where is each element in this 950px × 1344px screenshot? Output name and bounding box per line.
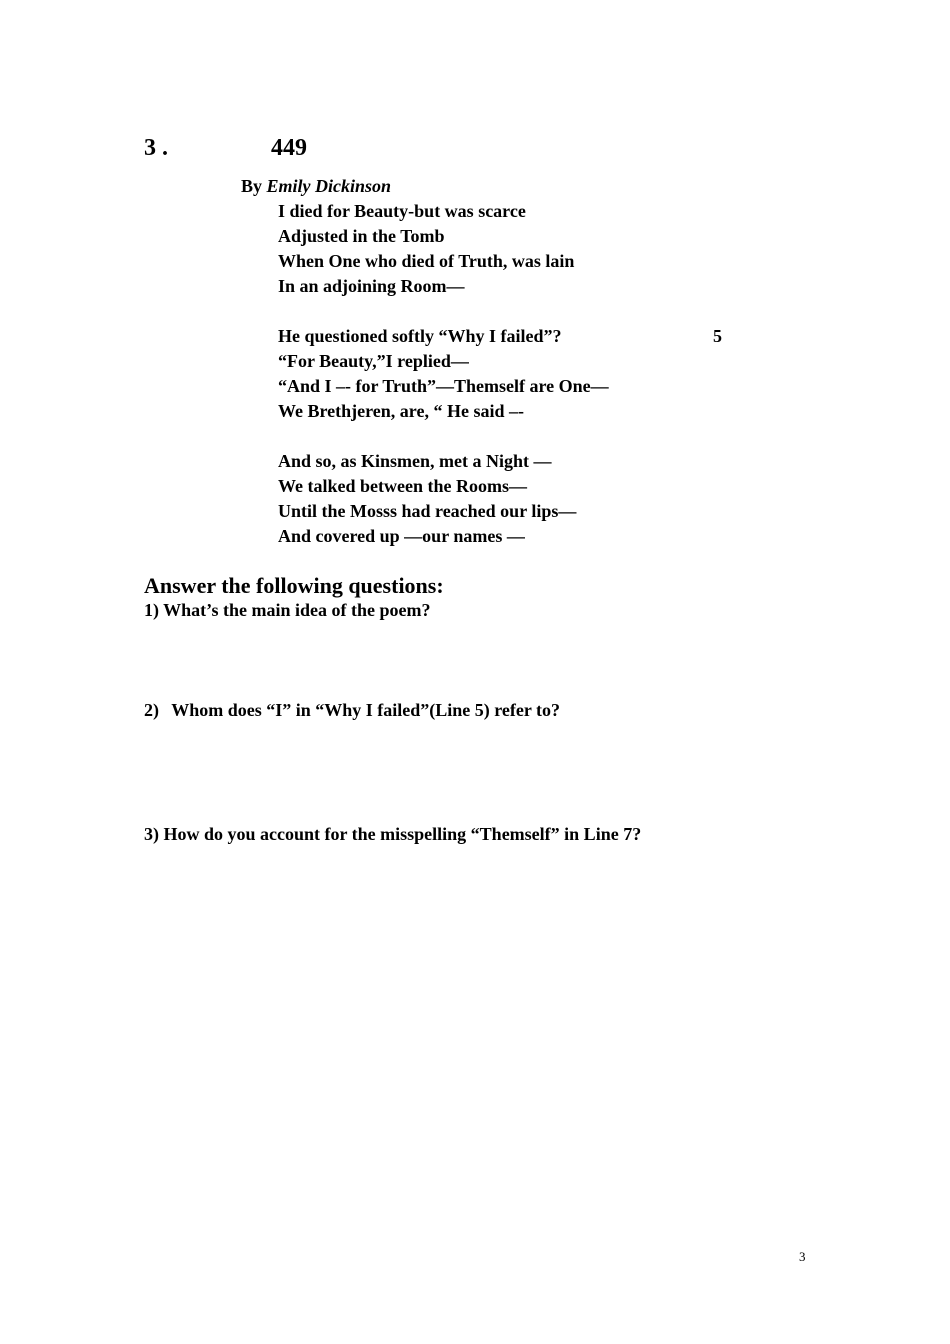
poem-line: And so, as Kinsmen, met a Night — [278, 451, 552, 471]
poem-line: We talked between the Rooms— [278, 476, 527, 496]
author-name: Emily Dickinson [266, 176, 392, 196]
question-2 [144, 700, 560, 721]
poem-title: 449 [271, 135, 307, 161]
line-number-marker: 5 [713, 326, 722, 346]
poem-line: I died for Beauty-but was scarce [278, 201, 526, 221]
poem-line: When One who died of Truth, was lain [278, 251, 575, 271]
poem-line: He questioned softly “Why I failed”? [278, 326, 562, 346]
poem-line: In an adjoining Room— [278, 276, 465, 296]
item-number: 3 . [144, 135, 168, 161]
poem-line: We Brethjeren, are, “ He said –- [278, 401, 524, 421]
question-2-number: 2) [144, 700, 159, 720]
page-number: 3 [799, 1249, 806, 1264]
question-1: 1) What’s the main idea of the poem? [144, 600, 431, 620]
question-3: 3) How do you account for the misspelling “Themself” in Line 7? [144, 824, 642, 844]
poem-line: Until the Mosss had reached our lips— [278, 501, 577, 521]
byline [241, 176, 391, 197]
poem-line: “And I –- for Truth”—Themself are One— [278, 376, 609, 396]
poem-line: Adjusted in the Tomb [278, 226, 445, 246]
poem-line: And covered up —our names — [278, 526, 525, 546]
question-2-text: Whom does “I” in “Why I failed”(Line 5) refer to? [171, 700, 561, 720]
byline-prefix: By [241, 176, 263, 196]
poem-line: “For Beauty,”I replied— [278, 351, 469, 371]
questions-heading: Answer the following questions: [144, 573, 444, 598]
